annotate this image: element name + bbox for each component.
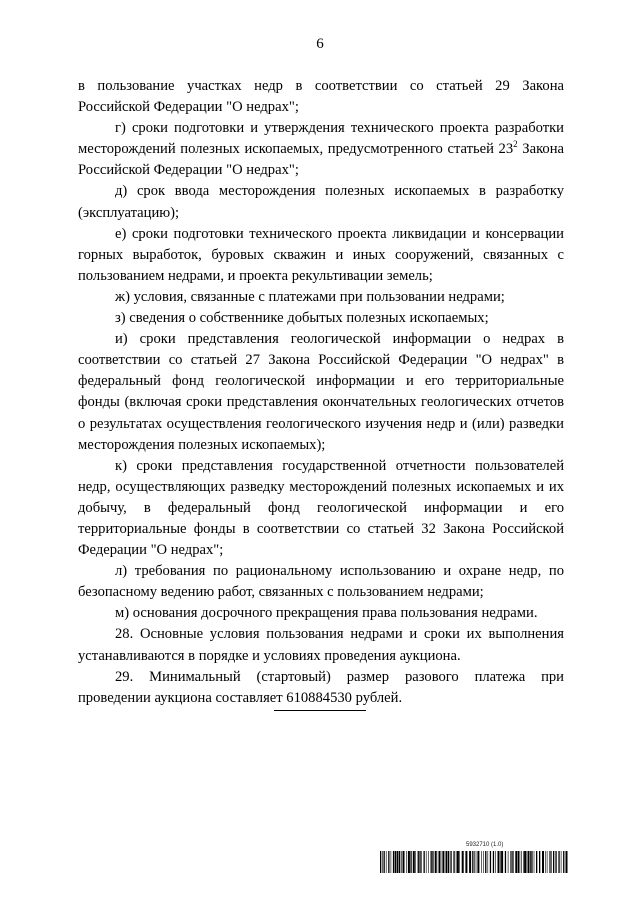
document-body	[78, 76, 564, 709]
item-g-text: г) сроки подготовки и утверждения технического проекта разработки месторождений полезных ископаемых, предусмотренного статьей 23	[78, 120, 564, 158]
page-number: 6	[316, 36, 324, 52]
item-g-text-end: Закона Российской Федерации "О недрах";	[78, 141, 565, 179]
item-e: е) сроки подготовки технического проекта ликвидации и консервации горных выработок, буровых скважин и иных сооружений, связанных с пользованием недрами, и проекта рекультивации земель;	[78, 225, 564, 284]
item-zh: ж) условия, связанные с платежами при пользовании недрами;	[115, 288, 505, 305]
item-m: м) основания досрочного прекращения права пользования недрами.	[115, 605, 538, 622]
paragraph-29: 29. Минимальный (стартовый) размер разового платежа при проведении аукциона составляет 610884530 рублей.	[78, 668, 564, 706]
end-separator-line	[274, 710, 366, 711]
barcode-icon	[380, 851, 568, 873]
paragraph-continuation-line1: в пользование участках недр в соответствии со статьей 29 Закона	[78, 78, 564, 94]
document-code: 5932710 (1.0)	[466, 842, 504, 848]
item-d: д) срок ввода месторождения полезных ископаемых в разработку (эксплуатацию);	[78, 183, 564, 221]
item-z: з) сведения о собственнике добытых полезных ископаемых;	[115, 310, 489, 327]
item-i: и) сроки представления геологической информации о недрах в соответствии со статьей 27 Закона Российской Федерации "О недрах" в федеральный фонд геологической информации и его территориальные фонды (включая сроки представления окончательных геологических отчетов о результатах осуществления геологического изучения недр и (или) разведки месторождения полезных ископаемых);	[78, 331, 564, 453]
item-l: л) требования по рациональному использованию и охране недр, по безопасному ведению работ, связанных с пользованием недрами;	[78, 563, 564, 601]
paragraph-continuation-line2: Российской Федерации "О недрах";	[78, 99, 299, 116]
item-k: к) сроки представления государственной отчетности пользователей недр, осуществляющих разведку месторождений полезных ископаемых и их добычу, в федеральный фонд геологической информации и его территориальные фонды в соответствии со статьей 32 Закона Российской Федерации "О недрах";	[78, 457, 564, 559]
paragraph-28: 28. Основные условия пользования недрами и сроки их выполнения устанавливаются в порядке и условиях проведения аукциона.	[78, 626, 564, 664]
item-g-superscript: 2	[513, 139, 518, 150]
item-g	[78, 118, 564, 181]
